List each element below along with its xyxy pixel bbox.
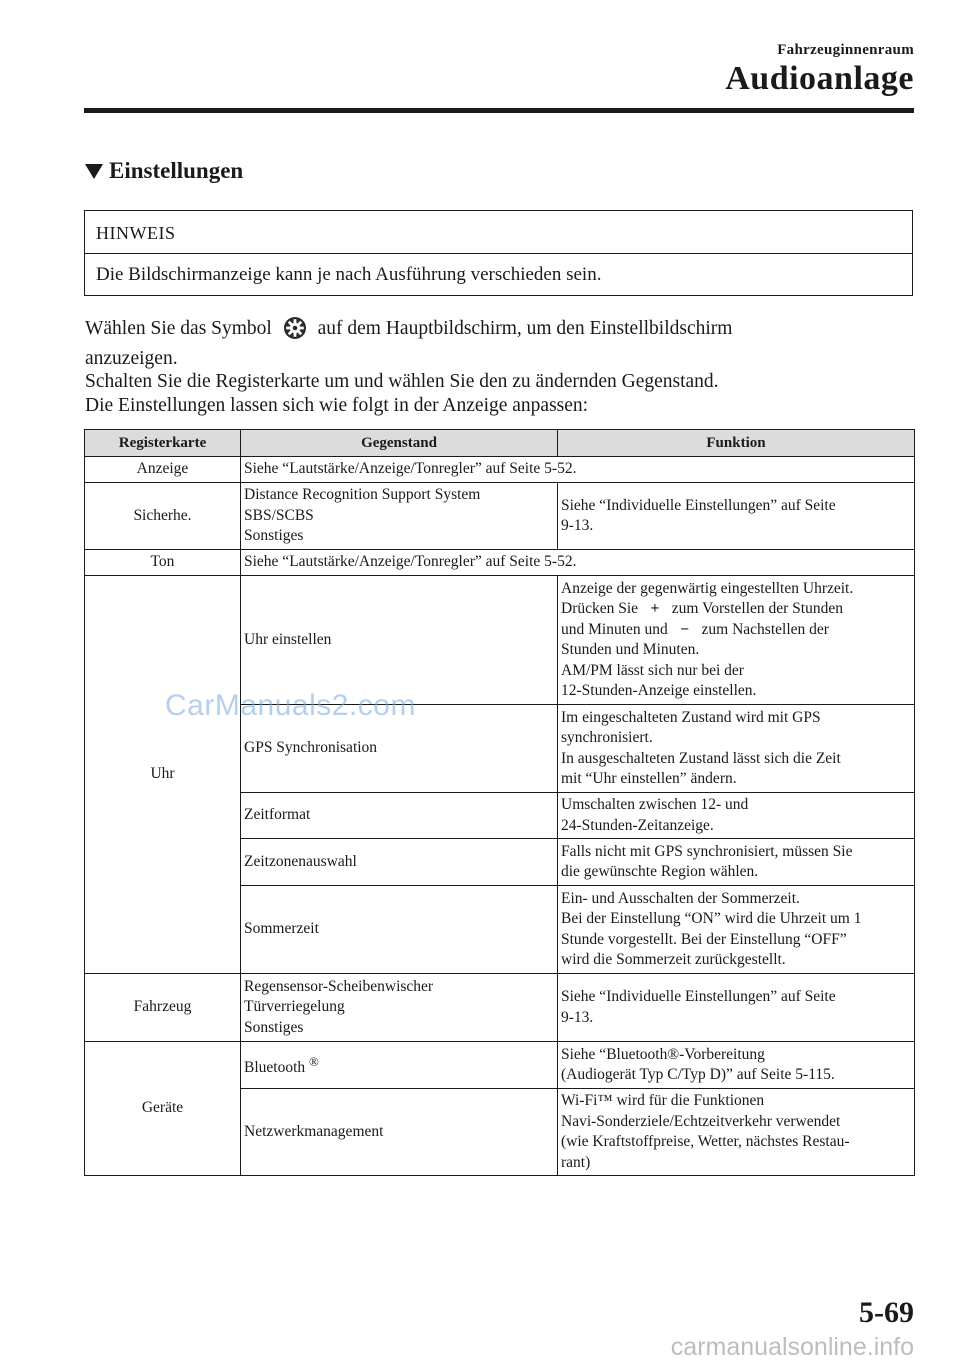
table-header-row <box>85 430 915 457</box>
settings-table <box>84 429 915 1176</box>
tab-cell-ton: Ton <box>85 550 241 576</box>
function-line: In ausgeschalteten Zustand lässt sich die Zeit <box>561 749 841 767</box>
intro-line-1 <box>85 316 915 347</box>
section-heading <box>85 158 243 184</box>
function-text: zum Nachstellen der <box>701 620 829 638</box>
item-sommerzeit: Sommerzeit <box>241 886 558 974</box>
item-sonstiges: Sonstiges <box>244 1018 304 1036</box>
table-row-fahrzeug <box>85 974 915 1042</box>
minus-icon <box>672 620 698 641</box>
item-zeitzonenauswahl: Zeitzonenauswahl <box>241 839 558 886</box>
plus-icon-glyph: + <box>650 600 660 617</box>
zeitformat-function <box>558 793 915 839</box>
function-line: Umschalten zwischen 12- und <box>561 796 749 813</box>
function-line: Siehe “Individuelle Einstellungen” auf Seite <box>561 496 836 514</box>
tab-cell-fahrzeug: Fahrzeug <box>85 974 241 1042</box>
function-text: zum Vorstellen der Stunden <box>671 600 843 617</box>
header-funktion: Funktion <box>558 430 915 457</box>
function-line: synchronisiert. <box>561 729 653 746</box>
item-gps-synchronisation: GPS Synchronisation <box>241 705 558 793</box>
plus-icon <box>642 599 668 620</box>
intro-paragraph <box>85 316 915 417</box>
item-netzwerkmanagement: Netzwerkmanagement <box>241 1089 558 1176</box>
bluetooth-label: Bluetooth <box>244 1058 306 1076</box>
registered-mark: ® <box>309 1053 319 1069</box>
function-line: (wie Kraftstoffpreise, Wetter, nächstes Restau- <box>561 1133 850 1150</box>
function-line: rant) <box>561 1153 591 1171</box>
function-line: wird die Sommerzeit zurückgestellt. <box>561 951 786 968</box>
minus-icon-glyph: − <box>680 620 690 638</box>
uhr-einstellen-function <box>558 576 915 705</box>
ton-reference: Siehe “Lautstärke/Anzeige/Tonregler” auf Seite 5-52. <box>241 550 915 576</box>
function-line: Siehe “Bluetooth®-Vorbereitung <box>561 1045 765 1063</box>
table-row-sicherheit <box>85 483 915 550</box>
function-line: 9-13. <box>561 1008 594 1026</box>
table-row-anzeige <box>85 457 915 483</box>
fahrzeug-items <box>241 974 558 1042</box>
triangle-bullet-icon <box>85 164 103 179</box>
sommerzeit-function <box>558 886 915 974</box>
header-rule <box>84 108 914 113</box>
function-line: Anzeige der gegenwärtig eingestellten Uhrzeit. <box>561 579 854 597</box>
function-line: 9-13. <box>561 517 594 534</box>
sicherheit-function <box>558 483 915 550</box>
function-line: 12-Stunden-Anzeige einstellen. <box>561 682 757 699</box>
settings-gear-icon <box>283 316 307 347</box>
function-line: Stunden und Minuten. <box>561 641 700 658</box>
netzwerk-function <box>558 1089 915 1176</box>
item-sbs-scbs: SBS/SCBS <box>244 506 314 524</box>
tab-cell-sicherheit: Sicherhe. <box>85 483 241 550</box>
fahrzeug-function <box>558 974 915 1042</box>
item-tuerverriegelung: Türverriegelung <box>244 998 345 1016</box>
running-header-title: Audioanlage <box>725 60 914 97</box>
gps-function <box>558 705 915 793</box>
function-line <box>561 599 911 620</box>
running-header-subsection: Fahrzeuginnenraum <box>777 42 914 58</box>
bluetooth-function <box>558 1042 915 1089</box>
intro-line-1-end: auf dem Hauptbildschirm, um den Einstellbildschirm <box>317 318 733 339</box>
anzeige-reference: Siehe “Lautstärke/Anzeige/Tonregler” auf Seite 5-52. <box>241 457 915 483</box>
table-row-uhr-einstellen <box>85 576 915 705</box>
table-row-bluetooth <box>85 1042 915 1089</box>
note-text: Die Bildschirmanzeige kann je nach Ausführung verschieden sein. <box>96 264 602 285</box>
zeitzone-function <box>558 839 915 886</box>
item-uhr-einstellen: Uhr einstellen <box>241 576 558 705</box>
tab-cell-anzeige: Anzeige <box>85 457 241 483</box>
tab-cell-geraete: Geräte <box>85 1042 241 1176</box>
function-line: Navi-Sonderziele/Echtzeitverkehr verwendet <box>561 1112 841 1130</box>
intro-line-3: Schalten Sie die Registerkarte um und wählen Sie den zu ändernden Gegenstand. <box>85 371 719 392</box>
sicherheit-items <box>241 483 558 550</box>
function-line: Bei der Einstellung “ON” wird die Uhrzeit um 1 <box>561 910 862 927</box>
function-line: mit “Uhr einstellen” ändern. <box>561 770 737 787</box>
function-line: AM/PM lässt sich nur bei der <box>561 661 744 679</box>
function-line: Ein- und Ausschalten der Sommerzeit. <box>561 889 800 907</box>
intro-line-2: anzuzeigen. <box>85 347 178 369</box>
intro-line-4: Die Einstellungen lassen sich wie folgt in der Anzeige anpassen: <box>85 394 589 416</box>
function-line: die gewünschte Region wählen. <box>561 863 759 880</box>
item-distance-recognition: Distance Recognition Support System <box>244 486 481 504</box>
item-bluetooth <box>241 1042 558 1089</box>
function-line: Falls nicht mit GPS synchronisiert, müssen Sie <box>561 842 853 860</box>
header-registerkarte: Registerkarte <box>85 430 241 457</box>
page-number: 5-69 <box>859 1296 914 1329</box>
function-line <box>561 620 911 641</box>
function-text: Drücken Sie <box>561 600 639 617</box>
item-zeitformat: Zeitformat <box>241 793 558 839</box>
function-line: (Audiogerät Typ C/Typ D)” auf Seite 5-115. <box>561 1066 835 1083</box>
function-line: Wi-Fi™ wird für die Funktionen <box>561 1092 765 1109</box>
function-line: Im eingeschalteten Zustand wird mit GPS <box>561 708 821 726</box>
function-text: und Minuten und <box>561 620 668 638</box>
note-box <box>84 210 913 296</box>
header-gegenstand: Gegenstand <box>241 430 558 457</box>
table-row-ton <box>85 550 915 576</box>
item-sonstiges: Sonstiges <box>244 527 304 545</box>
tab-cell-uhr: Uhr <box>85 576 241 974</box>
item-regensensor: Regensensor-Scheibenwischer <box>244 977 434 995</box>
function-line: Siehe “Individuelle Einstellungen” auf Seite <box>561 988 836 1005</box>
section-heading-text: Einstellungen <box>109 158 244 183</box>
function-line: 24-Stunden-Zeitanzeige. <box>561 816 714 834</box>
footer-url: carmanualsonline.info <box>670 1333 914 1361</box>
function-line: Stunde vorgestellt. Bei der Einstellung “OFF” <box>561 930 847 948</box>
watermark-logo: CarManuals2.com <box>165 689 416 722</box>
intro-line-1-start: Wählen Sie das Symbol <box>85 318 272 339</box>
note-title: HINWEIS <box>85 211 912 254</box>
